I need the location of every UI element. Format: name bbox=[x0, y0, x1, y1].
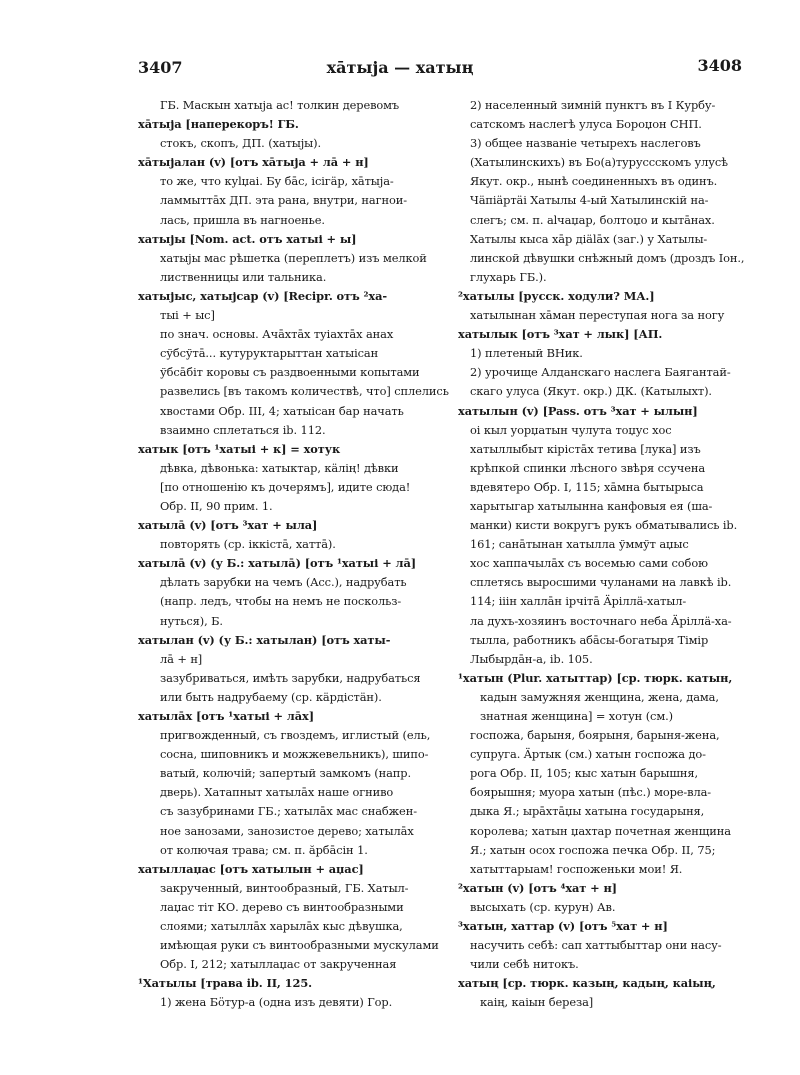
entry-headword-line: хатык [отъ ¹хатыі + к] = хотук bbox=[138, 441, 341, 456]
entry-text-line: крѣпкой спинки лѣсного звѣря ссучена bbox=[470, 460, 706, 475]
entry-text-line: закрученный, винтообразный, ГБ. Хатыл- bbox=[160, 880, 409, 895]
entry-text-line: манки) кисти вокругъ рукъ обматывались ib. bbox=[470, 518, 738, 533]
entry-text-line: боярышня; муора хатын (пѣс.) море-вла- bbox=[470, 785, 712, 800]
entry-text-line: Обр. I, 212; хатыллаџас от закрученная bbox=[160, 957, 397, 972]
entry-text-line: сатскомъ наслегѣ улуса Бороџон СНП. bbox=[470, 117, 702, 132]
entry-text-line: по знач. основы. Ачāхтāх туіахтāх анах bbox=[160, 327, 394, 342]
entry-text-line: насучить себѣ: сап хаттыбыттар они насу- bbox=[470, 938, 722, 953]
entry-headword-line: хатыллаџас [отъ хатылын + аџас] bbox=[138, 861, 364, 876]
entry-text-line: хатыјы мас рѣшетка (переплетъ) изъ мелкой bbox=[160, 250, 427, 265]
entry-text-line: имѣющая руки съ винтообразными мускулами bbox=[160, 938, 439, 953]
entry-text-line: супруга. Äртык (см.) хатын госпожа до- bbox=[470, 747, 706, 762]
page-number-left: 3407 bbox=[138, 58, 183, 77]
entry-text-line: тыі + ыс] bbox=[160, 308, 215, 323]
page-number-right: 3408 bbox=[697, 56, 742, 75]
entry-text-line: ўбсāбіт коровы съ раздвоенными копытами bbox=[160, 365, 420, 380]
entry-text-line: лаџас тіт КО. дерево съ винтообразными bbox=[160, 899, 404, 914]
entry-text-line: от колючая трава; см. п. ӑрбāсін 1. bbox=[160, 842, 368, 857]
entry-text-line: повторять (ср. іккістā, хаттā). bbox=[160, 537, 336, 552]
entry-text-line: глухарь ГБ.). bbox=[470, 269, 547, 284]
entry-text-line: хос хаппачылāх съ восемью сами собою bbox=[470, 556, 708, 571]
entry-text-line: Обр. II, 90 прим. 1. bbox=[160, 498, 273, 513]
entry-text-line: ватый, колючій; запертый замкомъ (напр. bbox=[160, 766, 411, 781]
entry-text-line: [по отношенію къ дочерямъ], идите сюда! bbox=[160, 479, 411, 494]
entry-text-line: 2) населенный зимній пунктъ въ I Курбу- bbox=[470, 98, 716, 112]
entry-headword-line: ²хатын (v) [отъ ⁴хат + н] bbox=[458, 880, 617, 895]
entry-text-line: харытыгар хатылынна канфовыя ея (ша- bbox=[470, 498, 713, 513]
entry-headword-line: хатылык [отъ ³хат + лык] [АП. bbox=[458, 327, 663, 342]
entry-text-line: ное занозами, занозистое дерево; хатылāх bbox=[160, 823, 414, 838]
entry-text-line: взаимно сплетаться ib. 112. bbox=[160, 422, 326, 437]
entry-text-line: (Хатылинскихъ) въ Бо(а)туруссскомъ улусѣ bbox=[470, 155, 728, 170]
right-column bbox=[458, 96, 788, 1013]
entry-text-line: тылла, работникъ абāсы-богатыря Тімір bbox=[470, 632, 709, 647]
entry-text-line: зазубриваться, имѣть зарубки, надрубаться bbox=[160, 670, 421, 685]
entry-headword-line: хатыјы [Nom. act. отъ хатыі + ы] bbox=[138, 231, 357, 246]
entry-text-line: сосна, шиповникъ и можжевельникъ), шипо- bbox=[160, 747, 429, 762]
entry-text-line: 1) плетеный ВНик. bbox=[470, 346, 583, 361]
entry-text-line: развелись [въ такомъ количествѣ, что] сплелись bbox=[160, 384, 449, 399]
entry-text-line: 1) жена Бӧтур-а (одна изъ девяти) Гор. bbox=[160, 995, 393, 1010]
entry-text-line: сўбсўтā... кутуруктарыттан хатыісан bbox=[160, 346, 379, 361]
left-column bbox=[138, 96, 456, 1013]
entry-text-line: лась, пришла въ нагноенье. bbox=[160, 212, 325, 227]
entry-text-line: хатылынан хāман переступая нога за ногу bbox=[470, 308, 725, 323]
entry-text-line: то же, что куlџаі. Бу бāс, ісігäр, хāтыја- bbox=[160, 174, 394, 189]
entry-text-line: королева; хатын џахтар почетная женщина bbox=[470, 823, 731, 838]
entry-text-line: вдевятеро Обр. I, 115; хāмна бытырыса bbox=[470, 479, 704, 494]
entry-text-line: хатыттарыам! госпоженьки мои! Я. bbox=[470, 861, 683, 876]
entry-text-line: Якут. окр., нынѣ соединенныхъ въ одинъ. bbox=[470, 174, 718, 189]
entry-text-line: госпожа, барыня, боярыня, барыня-жена, bbox=[470, 728, 720, 743]
entry-text-line: высыхать (ср. курун) Ав. bbox=[470, 899, 616, 914]
entry-text-line: лиственницы или тальника. bbox=[160, 269, 327, 284]
entry-text-line: 114; ііін халлāн ірчітā Äріллä-хатыл- bbox=[470, 594, 687, 609]
entry-text-line: сплетясь выросшими чуланами на лавкѣ ib. bbox=[470, 575, 732, 590]
entry-text-line: ГБ. Маскын хатыја ас! толкин деревомъ bbox=[160, 98, 400, 112]
entry-text-line: хвостами Обр. III, 4; хатыісан бар начать bbox=[160, 403, 404, 418]
entry-text-line: дѣвка, дѣвонька: хатыктар, кäлің! дѣвки bbox=[160, 460, 399, 475]
entry-text-line: дѣлать зарубки на чемъ (Acc.), надрубать bbox=[160, 575, 407, 590]
entry-text-line: оі кыл уорџатын чулута тоџус хос bbox=[470, 422, 672, 437]
entry-headword-line: хатылын (v) [Pass. отъ ³хат + ылын] bbox=[458, 403, 698, 418]
entry-headword-line: хатылан (v) (у Б.: хатылан) [отъ хаты- bbox=[138, 632, 391, 647]
entry-text-line: Я.; хатын осох госпожа печка Обр. II, 75; bbox=[470, 842, 716, 857]
entry-text-line: каің, каіын береза] bbox=[480, 995, 594, 1010]
running-title: хāтыја — хатың bbox=[326, 58, 474, 77]
entry-text-line: слоями; хатыллāх харылāх кыс дѣвушка, bbox=[160, 919, 403, 934]
entry-headword-line: ³хатын, хаттар (v) [отъ ⁵хат + н] bbox=[458, 919, 668, 934]
entry-text-line: дверь). Хатапныт хатылāх наше огниво bbox=[160, 785, 394, 800]
entry-text-line: рога Обр. II, 105; кыс хатын барышня, bbox=[470, 766, 698, 781]
entry-headword-line: хатың [ср. тюрк. казың, кадың, каіың, bbox=[458, 976, 716, 991]
entry-headword-line: хатылā (v) [отъ ³хат + ыла] bbox=[138, 518, 318, 533]
entry-text-line: съ зазубринами ГБ.; хатылāх мас снабжен- bbox=[160, 804, 417, 819]
entry-text-line: знатная женщина] = хотун (см.) bbox=[480, 709, 673, 723]
entry-headword-line: хатылā (v) (у Б.: хатылā) [отъ ¹хатыі + лā] bbox=[138, 556, 417, 571]
entry-text-line: линской дѣвушки снѣжный домъ (дроздъ Іон., bbox=[470, 250, 745, 265]
entry-text-line: дыка Я.; ырāхтāџы хатына государыня, bbox=[470, 804, 705, 819]
entry-headword-line: хатылāх [отъ ¹хатыі + лāх] bbox=[138, 709, 314, 723]
entry-text-line: кадын замужняя женщина, жена, дама, bbox=[480, 689, 719, 704]
entry-text-line: Лыбырдāн-а, ib. 105. bbox=[470, 651, 593, 666]
entry-text-line: 161; санāтынан хатылла ўммўт аџыс bbox=[470, 537, 689, 552]
entry-text-line: хатыллыбыт кірістāх тетива [лука] изъ bbox=[470, 441, 701, 456]
entry-text-line: скаго улуса (Якут. окр.) ДК. (Катылыхт). bbox=[470, 384, 712, 399]
entry-headword-line: ¹Хатылы [трава ib. II, 125. bbox=[138, 976, 313, 991]
entry-text-line: Чäпіäртäі Хатылы 4-ый Хатылинскій на- bbox=[470, 193, 709, 208]
entry-text-line: лā + н] bbox=[160, 651, 203, 666]
entry-text-line: 3) общее названіе четырехъ наслеговъ bbox=[470, 136, 701, 151]
entry-text-line: стокъ, скопъ, ДП. (хатыјы). bbox=[160, 136, 322, 151]
entry-headword-line: хāтыјалан (v) [отъ хāтыја + лā + н] bbox=[138, 155, 369, 170]
entry-text-line: ла духъ-хозяинъ восточнаго неба Äріллä-ха- bbox=[470, 613, 732, 628]
entry-text-line: слегъ; см. п. аlчаџар, болтоџо и кытāнах. bbox=[470, 212, 715, 227]
page-header bbox=[0, 56, 800, 82]
entry-text-line: или быть надрубаему (ср. кäрдістäн). bbox=[160, 689, 382, 704]
entry-text-line: 2) урочище Алданскаго наслега Баягантай- bbox=[470, 365, 731, 380]
entry-headword-line: ²хатылы [русск. ходули? МА.] bbox=[458, 288, 655, 303]
entry-headword-line: ¹хатын (Plur. хатыттар) [ср. тюрк. катын, bbox=[458, 670, 733, 685]
entry-text-line: чили себѣ нитокъ. bbox=[470, 957, 579, 972]
entry-headword-line: хāтыја [наперекоръ! ГБ. bbox=[138, 117, 299, 132]
entry-text-line: (напр. ледъ, чтобы на немъ не поскольз- bbox=[160, 594, 402, 609]
entry-text-line: нуться), Б. bbox=[160, 613, 223, 628]
entry-headword-line: хатыјыс, хатыјсар (v) [Recipr. отъ ²ха- bbox=[138, 288, 387, 303]
entry-text-line: Хатылы кыса хāр діälāх (заг.) у Хатылы- bbox=[470, 231, 708, 246]
entry-text-line: ламмыттāх ДП. эта рана, внутри, нагнои- bbox=[160, 193, 407, 208]
entry-text-line: пригвожденный, съ гвоздемъ, иглистый (ель, bbox=[160, 728, 431, 743]
